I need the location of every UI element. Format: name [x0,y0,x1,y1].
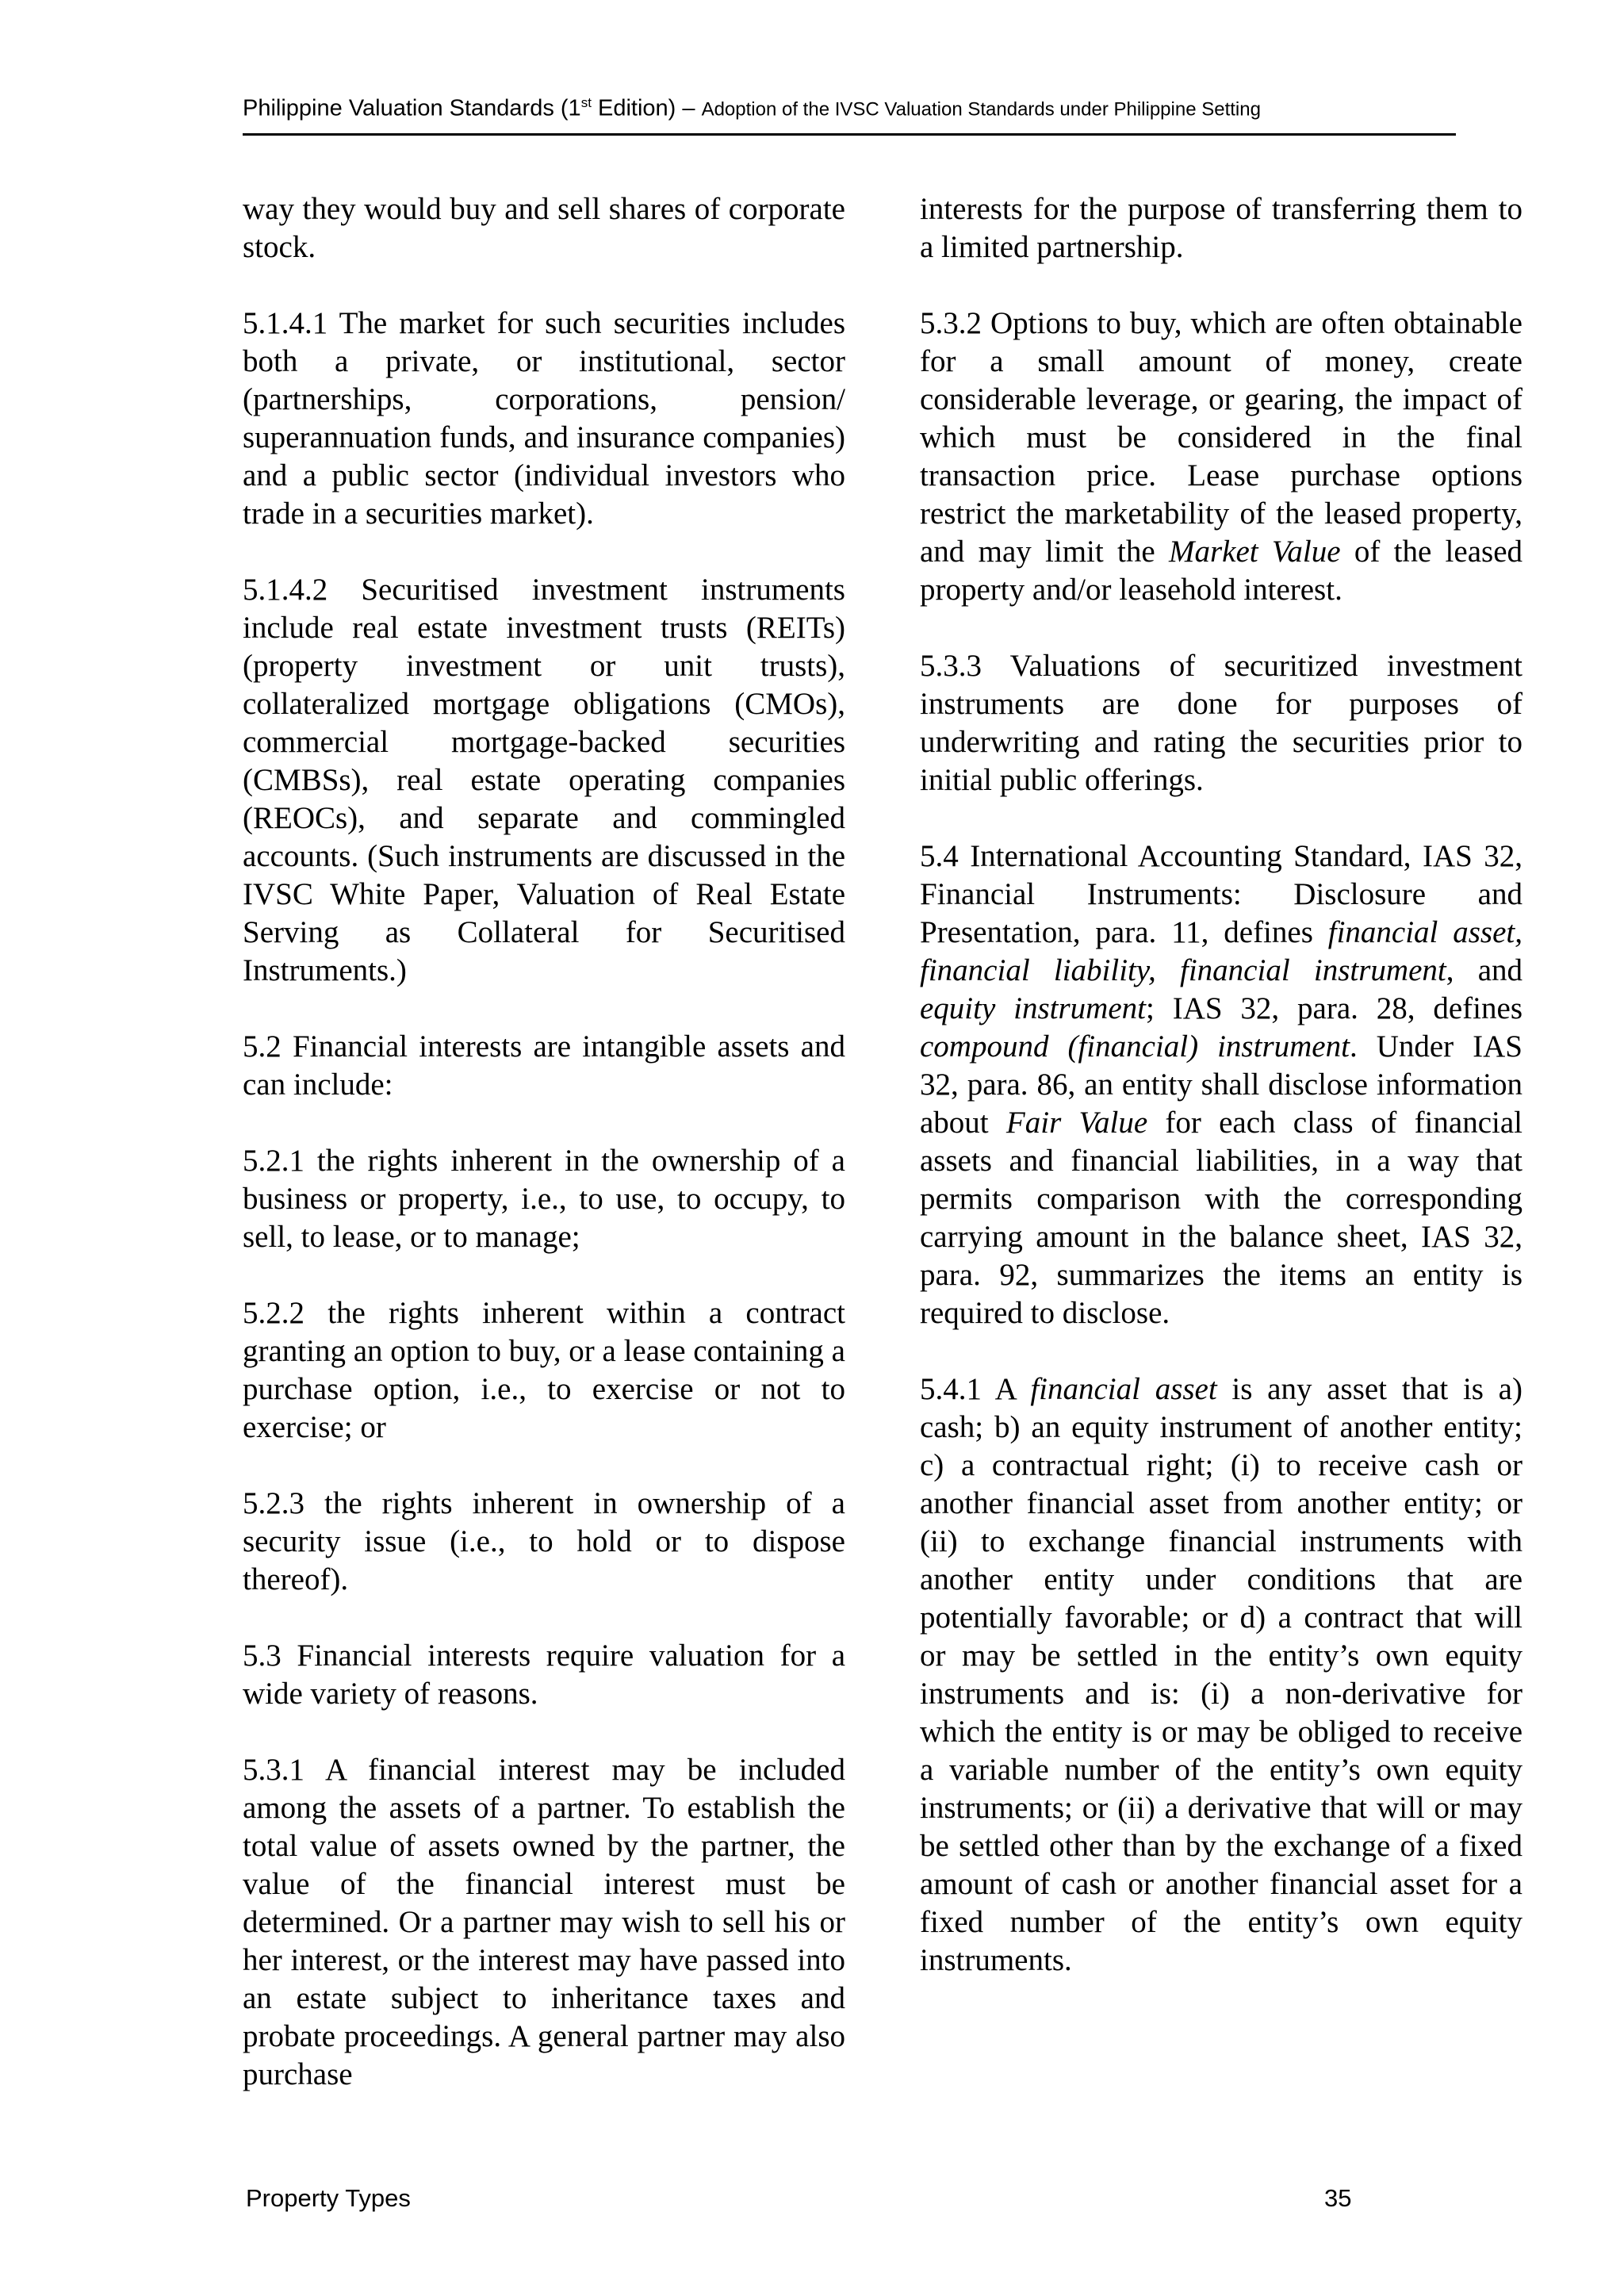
paragraph: way they would buy and sell shares of corporate stock. [243,192,845,264]
paragraph: 5.2 Financial interests are intangible assets and can include: [243,1029,845,1102]
text-run: is any asset that is a) cash; b) an equity instrument of another entity; c) a contractual right; (i) to receive cash or another financial asset from another entity; or (ii) to exchange financial instruments with another entity under conditions that are potentially favorable; or d) a contract that will or may be settled in the entity’s own equity instruments and is: (i) a non-derivative for which the entity is or may be obliged to receive a variable number of the entity’s own equity instruments; or (ii) a derivative that will or may be settled other than by the exchange of a fixed amount of cash or another financial asset for a fixed number of the entity’s own equity instruments. [920,1372,1522,1977]
italic-term: financial asset, financial liability, financial instrument [920,915,1522,987]
italic-term: financial asset [1030,1372,1217,1406]
paragraph: 5.2.1 the rights inherent in the ownership of a business or property, i.e., to use, to occupy, to sell, to lease, or to manage; [243,1144,845,1254]
italic-term: equity instrument [920,991,1146,1025]
text-run: ; IAS 32, para. 28, defines [1146,991,1522,1025]
paragraph [920,305,1522,609]
left-column [243,190,845,2132]
text-run: , and [1446,953,1522,987]
paragraph: 5.1.4.1 The market for such securities includes both a private, or institutional, sector (partnerships, corporations, pension/ superannuation funds, and insurance companies) and a public sector (individual investors who trade in a securities market). [243,306,845,531]
header-superscript: st [580,95,592,110]
paragraph [920,838,1522,1332]
italic-term: Fair Value [1005,1106,1148,1140]
paragraph: 5.2.3 the rights inherent in ownership of a security issue (i.e., to hold or to dispose thereof). [243,1486,845,1596]
paragraph: interests for the purpose of transferring them to a limited partnership. [920,192,1522,264]
paragraph: 5.3.1 A financial interest may be included among the assets of a partner. To establish the total value of assets owned by the partner, the value of the financial interest must be determined. Or a partner may wish to sell his or her interest, or the interest may have passed into an estate subject to inheritance taxes and probate proceedings. A general partner may also purchase [243,1753,845,2091]
text-run: 5.4.1 A [920,1372,1031,1406]
text-run: for each class of financial assets and financial liabilities, in a way that permits comparison with the corresponding carrying amount in the balance sheet, IAS 32, para. 92, summarizes the items an entity is required to disclose. [920,1106,1522,1330]
text-run: 5.3.2 Options to buy, which are often obtainable for a small amount of money, create considerable leverage, or gearing, the impact of which must be considered in the final transaction price. Lease purchase options restrict the marketability of the leased property, and may limit the [920,306,1522,569]
text-run: . Under IAS 32, para. 86, an entity shall disclose information about [920,1029,1522,1140]
header-edition: Edition) – [591,95,702,121]
page-header [243,95,1456,122]
italic-term: Market Value [1168,535,1341,569]
footer-section: Property Types [246,2184,411,2212]
right-column [920,190,1522,2018]
header-subtitle: Adoption of the IVSC Valuation Standards under Philippine Setting [701,98,1261,121]
paragraph [920,1370,1522,1980]
text-run: of the leased property and/or leasehold interest. [920,535,1522,607]
paragraph: 5.2.2 the rights inherent within a contract granting an option to buy, or a lease containing a purchase option, i.e., to exercise or not to exercise; or [243,1296,845,1444]
header-rule [243,133,1456,136]
header-title: Philippine Valuation Standards (1 [243,95,581,121]
paragraph: 5.3.3 Valuations of securitized investment instruments are done for purposes of underwriting and rating the securities prior to initial public offerings. [920,649,1522,797]
italic-term: compound (financial) instrument [920,1029,1350,1064]
text-run: 5.4 International Accounting Standard, IAS 32, Financial Instruments: Disclosure and Presentation, para. 11, defines [920,839,1522,949]
page-number: 35 [1324,2184,1352,2212]
paragraph: 5.3 Financial interests require valuation for a wide variety of reasons. [243,1639,845,1711]
paragraph: 5.1.4.2 Securitised investment instruments include real estate investment trusts (REITs) (property investment or unit trusts), collateralized mortgage obligations (CMOs), commercial mortgage-backed securities (CMBSs), real estate operating companies (REOCs), and separate and commingled accounts. (Such instruments are discussed in the IVSC White Paper, Valuation of Real Estate Serving as Collateral for Securitised Instruments.) [243,573,845,987]
